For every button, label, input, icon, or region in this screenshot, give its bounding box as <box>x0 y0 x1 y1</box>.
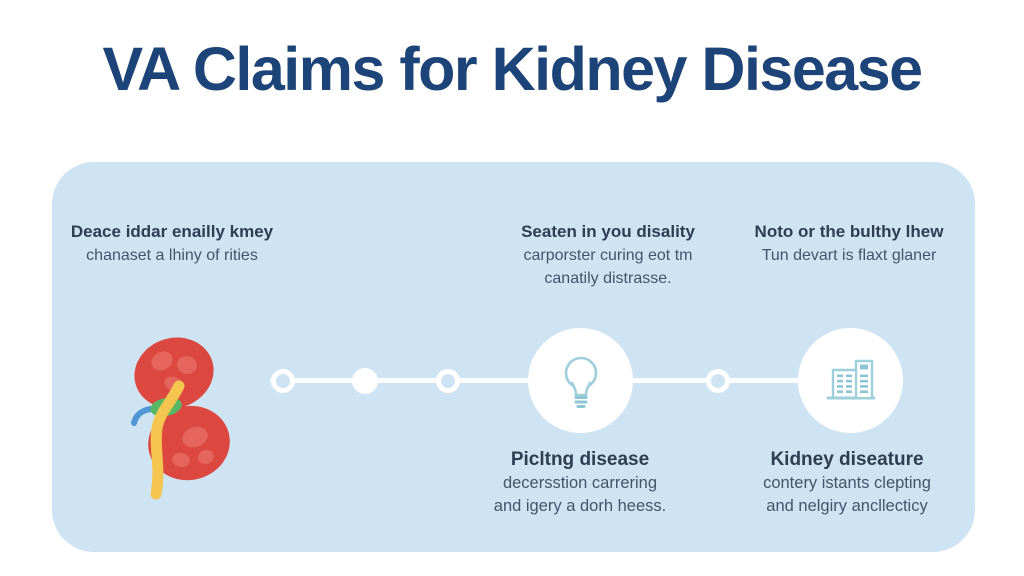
building-icon <box>820 350 882 412</box>
caption-disease <box>450 448 710 518</box>
step-line: Tun devart is flaxt glaner <box>761 247 937 264</box>
caption-line: and nelgiry ancllecticy <box>766 497 928 515</box>
step-line: chanaset a lhiny of rities <box>86 247 258 264</box>
building-badge <box>798 328 903 433</box>
lightbulb-badge <box>528 328 633 433</box>
step-text-disability <box>488 220 728 290</box>
lightbulb-icon <box>550 350 612 412</box>
step-heading: Seaten in you disality <box>521 222 695 241</box>
timeline-dot-marker <box>352 368 378 394</box>
caption-kidney-diseature <box>717 448 977 518</box>
step-line: canatily distrasse. <box>544 270 672 287</box>
caption-heading: Picltng disease <box>510 449 650 470</box>
timeline-ring-marker <box>706 369 730 393</box>
timeline-ring-marker <box>271 369 295 393</box>
caption-line: decersstion carrering <box>502 474 658 492</box>
content-panel <box>52 162 975 552</box>
step-heading: Noto or the bulthy lhew <box>754 222 944 241</box>
caption-line: and igery a dorh heess. <box>493 497 667 515</box>
step-heading: Deace iddar enailly kmey <box>70 222 274 241</box>
step-text-kidney <box>52 220 292 267</box>
kidney-illustration <box>110 320 262 522</box>
caption-line: contery istants clepting <box>763 474 931 492</box>
step-text-healthy <box>729 220 969 267</box>
caption-heading: Kidney diseature <box>770 449 924 470</box>
step-line: carporster curing eot tm <box>523 247 693 264</box>
timeline-ring-marker <box>436 369 460 393</box>
kidney-icon <box>110 320 262 522</box>
page-title: VA Claims for Kidney Disease <box>102 35 922 103</box>
